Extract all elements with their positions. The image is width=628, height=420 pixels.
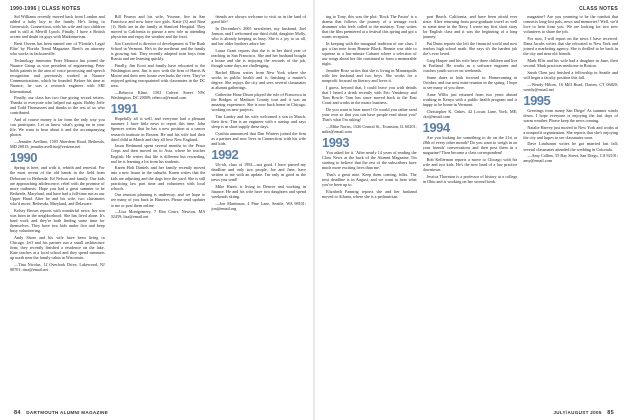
class-note-paragraph: Anne Willis just returned from two years abroad working in Kenya with a public health program and is happy to be home in Vermont.: [422, 91, 518, 107]
footer-right: [553, 410, 618, 416]
class-note-paragraph: magazine? Are you yearning to be the conduit that connects long-lost pals, news and memories? Well, we'd love to hear from you. We are looking for two new volunteers to share the job.: [523, 14, 618, 35]
class-note-paragraph: ing to Tony, this was the plot: 'Rock The Pastor' is a drama that follows the journey of a teenage rock drummer who feels called to the ministry. Tony writes that the film premiered at a festival this spring and got a warm reception.: [322, 14, 417, 40]
class-note-paragraph: Cynthia announced that Dan Winters joined the firm as a partner and now lives in Connecticut with his wife and kids.: [211, 130, 306, 146]
class-year-heading: 1993: [322, 135, 349, 151]
class-note-paragraph: —Amy Collins, 55 Bay Street, San Diego, CA 92101; amy@email.com: [523, 153, 618, 164]
right-page: [314, 0, 628, 420]
class-note-paragraph: Sarah Chen just finished a fellowship in Seattle and will begin a faculty position this fall.: [523, 69, 618, 80]
left-columns: [10, 14, 306, 406]
page-number-right: 85: [607, 410, 614, 416]
class-note-paragraph: Tim Landry and his wife welcomed a son in March, their first. Tim is an engineer with a startup and says sleep is in short supply these days.: [211, 113, 306, 129]
page-number-left: 84: [14, 410, 21, 416]
column-5: [423, 14, 518, 406]
class-note-paragraph: Uh-oh, class of 1992—not good. I have passed my deadline and only two people, Joe and Jane, have written to me with an update. I'm only as good as the news you send!: [211, 161, 306, 183]
class-note-paragraph: —Lisa Montgomery, 7 Elm Court, Newton, MA 02459; lisa@email.net: [110, 209, 206, 220]
class-year-heading: 1990: [10, 150, 37, 166]
publication-name: DARTMOUTH ALUMNI MAGAZINE: [26, 410, 109, 415]
issue-date: JULY/AUGUST 2005: [553, 410, 602, 415]
column-4: [322, 14, 417, 406]
class-year-heading: 1995: [523, 92, 551, 108]
class-note-paragraph: —Wendy Hilton, 18 Mill Road, Darien, CT 06820; wendy@email.net: [523, 81, 618, 92]
class-note-paragraph: Spring is here, and with it, rebirth and renewal. For the most recent of the old hands in the field from Delaware to Bethesda: Ed Nelson and family. Our kids are approaching adolescence, rebel with the promise of more outbursts. Hope you had a great summer to be Bethesda, Maryland, and have had a full-time run as our Upper Hand. After he and his wife, two classmates who'd move, Bethesda, Maryland, and Delaware.: [10, 165, 105, 206]
class-note-paragraph: —Tina Nicolas, 12 Overlook Drive, Lakewood, NJ 08701; tina@email.net: [10, 261, 105, 272]
class-note-paragraph: Finally, Jim Ecott and family have relocated to the Washington area. Jim is now with the firm of Harris & Moore and their new house overlooks the river. They've enjoyed getting reacquainted with classmates in the DC area.: [110, 63, 206, 89]
class-note-paragraph: Natalie Harvey just moved to New York and works at a nonprofit organization. She reports that she's enjoying the city and hopes to see classmates soon.: [523, 124, 618, 140]
class-note-paragraph: Mike Harris is living in Denver and working in finance. He and his wife have two daughters and spend weekends skiing.: [211, 183, 306, 199]
class-note-paragraph: In December's 2005 newsletter, my husband, Joel Janson, and I welcomed our third child, daughter Molly, who is already keeping us busy. She is a joy to us all, and her older brothers adore her.: [211, 25, 306, 47]
class-note-paragraph: Greg Harper and his wife have three children and live in Portland. He works as a software engineer and coaches youth soccer on weekends.: [422, 57, 518, 74]
class-note-paragraph: Hopefully all is well, and everyone had a pleasant summer. I have little news to report this time. John Spencer writes that he has a new position at a cancer research institute in Boston. He and his wife had their third child in March and they all love New England.: [110, 116, 206, 142]
class-note-paragraph: Our reunion planning is underway, and we hope to see many of you back in Hanover. Please send updates to me or post them online.: [110, 192, 206, 208]
class-note-paragraph: Pat Dunn reports she left the financial world and now teaches high school math. She says it's the hardest job she's ever loved.: [422, 41, 518, 57]
running-head-left: 1990-1996 | CLASS NOTES: [10, 6, 81, 12]
column-2: [111, 14, 206, 406]
right-columns: [322, 14, 618, 406]
class-note-paragraph: Jennifer Rose writes that she is living in Minneapolis with her husband and two boys. She works for a nonprofit focused on literacy and loves it.: [322, 68, 417, 84]
class-note-paragraph: For now, I will report on the news I have received. Dana Jacobs writes that she relocated to New York and joined a marketing agency. She is thrilled to be back in the city and near old friends.: [523, 35, 618, 57]
class-note-paragraph: Kelsey Brown reports with wonderful news: her son was born in the neighborhood. She has lived alone. It's hard work and they're both finding some time for themselves. They have two kids under five and keep busy volunteering.: [10, 207, 105, 234]
footer-left: [10, 410, 108, 416]
class-note-paragraph: Sid Williams recently moved back from London and added a baby boy to the family. He's living in Greenwich, Connecticut, with his wife and two children and is still at Merrill Lynch. Finally, I have a British accent and doubt its guys with Madonna-ism.: [10, 14, 105, 40]
class-note-paragraph: —Mike Norris, 1526 Central St., Evanston, IL 60201; mike@email.com: [322, 123, 417, 134]
class-note-paragraph: —Jennifer Avellino, 1505 Aberdeen Road, Bethesda, MD 20815; jennifer.avellino@verizon.net: [10, 139, 105, 150]
class-note-paragraph: Catherine Hone Dixon played the role of Francesca in the Bridges of Madison County tour and it was an amazing experience. She is now back home in Chicago, working on new projects.: [211, 91, 306, 112]
column-1: [10, 14, 105, 406]
class-note-paragraph: That's a great note. Keep them coming, folks. The next deadline is in August, and we want to hear what you've been up to.: [322, 172, 417, 188]
class-note-paragraph: Brett Owens has been named one of 'Florida's Legal Elite' by Florida Trend Magazine. Brett's an attorney who works in Jacksonville.: [10, 41, 105, 57]
class-note-paragraph: You asked for it. 'After nearly 14 years of reading the Class News at the back of the Alumni Magazine, I'm starting to believe that the rest of the subscribers have much more exciting lives than me.': [322, 150, 417, 171]
class-year-heading: 1991: [110, 101, 138, 117]
class-note-paragraph: And of course money is far from the only way you can participate. Let us know what's going on in your life. We want to hear about it and the accompanying photos.: [10, 117, 105, 138]
class-note-paragraph: Andy Shore and his wife have been living in Chicago. Jeff and his partner run a small architecture firm; they recently finished a residence on the lake. Kate teaches at a local school and they spend summers up north near the family cabin in Wisconsin.: [10, 234, 105, 261]
class-note-paragraph: In keeping with the inaugural tradition of our class, I got a fan note from Bonnie Black. Bonnie was able to squeeze in a last-minute Cabaret where a selection of our songs about her life continued to form a memorable night.: [322, 41, 417, 67]
class-note-paragraph: Greetings from sunny San Diego! As summer winds down, I hope everyone is enjoying the last days of warm weather. Please keep the news coming.: [523, 107, 618, 123]
class-note-paragraph: Rachel Elkins writes from New York where she works in public health and is finishing a master's degree. She enjoys the city and sees several classmates at alumni gatherings.: [211, 69, 306, 90]
class-note-paragraph: Rob Kellerman reports a move to Chicago with his wife and two kids. He's the new head of a law practice downtown.: [422, 156, 518, 172]
class-note-paragraph: Christopher K. Oakes, 42 Locust Lane, York, ME; cko@email.com: [422, 108, 518, 119]
class-year-heading: 1992: [211, 146, 239, 162]
class-note-paragraph: Jason Redmond spent several months in the Peace Corps and then moved on to Asia, where he teaches English. He writes that life is different but rewarding, and he is learning a lot from his students.: [110, 143, 206, 164]
class-note-paragraph: Elizabeth Fanning reports she and her husband moved to Atlanta, where she is a pediatrician.: [322, 188, 417, 199]
class-note-paragraph: Mark Ellis and his wife had a daughter in June, their second. Mark practices medicine in Boston.: [523, 57, 618, 69]
class-note-paragraph: I guess, beyond that, I could leave you with details that I heard a drink recently with Eric Vandenoy and Tom Bowle. Tom has since moved back to the East Coast and works in the music business.: [322, 85, 417, 106]
class-note-paragraph: Are you looking for something to do on the 21st or 28th of every other month? Do you want to weigh in on your friends' conversations and then post them in a magazine? Then become a class correspondent!: [422, 134, 518, 156]
class-note-paragraph: Dave Lindstrom writes he got married last fall; several classmates attended the wedding in Colorado.: [523, 141, 618, 152]
column-6: [523, 14, 618, 406]
class-note-paragraph: Do you want to hear more? Or would you rather send your own so that you can have people read about you? That's what I'm asking!: [322, 106, 417, 123]
class-note-paragraph: Jessica Thornton is a professor of history at a college in Ohio and is working on her second book.: [422, 173, 518, 184]
class-note-paragraph: Laura Grant reports that she is in her third year of teaching in San Francisco. She and her husband bought a house and she is enjoying the rewards of the job, though some days are challenging.: [211, 47, 306, 69]
class-note-paragraph: Karen Holt Daniels and her family recently moved into a new house in the suburbs. Karen writes that the kids are adjusting and the dogs love the yard. She is still practicing law part time and volunteers with local schools.: [110, 165, 206, 191]
class-note-paragraph: Technology innovator Peter Monaco has joined the Nuance Group as vice president of engineering. Peter holds patents in the area of voice processing and speech recognition and previously worked at Nuance Communications, which he founded. Before his time at Nuance, he was a research engineer with SRI International.: [10, 57, 105, 94]
running-head-right: CLASS NOTES: [579, 6, 618, 12]
class-note-paragraph: Some dates to look forward to: Homecoming in October, and our next mini-reunion in the spring. I hope to see many of you there.: [422, 74, 518, 90]
class-note-paragraph: port Beach, California, and have been afraid ever since. After returning from post-graduate travel as well as some time in the Navy, I wrote my first short story for English class and it was the beginning of a long journey.: [422, 14, 518, 40]
class-year-heading: 1994: [422, 119, 450, 135]
class-note-paragraph: —Rebecca Kline, 1502 Calvert Street NW, Washington, DC 20009; rebecca@email.com: [110, 90, 206, 101]
class-note-paragraph: Bill Fearon and his wife, Yvonne, live in San Francisco and now have two girls, Katie (3) and Nina (1). Both are in the family at Stanford Hospital. They moved to California to pursue a new role as attending physician and enjoy the weather and the food.: [110, 14, 206, 40]
column-3: [211, 14, 306, 406]
class-note-paragraph: friends are always welcome to visit us in the land of good life!: [211, 14, 306, 25]
class-note-paragraph: Finally, our class has two fine giving record setters. Thanks to everyone who helped out again. Bobby Jeffe and Todd Thomassen and thanks to the rest of us who contributed.: [10, 95, 105, 116]
class-note-paragraph: Jim Crawford is director of development at The Rush School in Vermont. He's in the northeast and the family is growing fast. They recently adopted twin boys from Russia and are learning quickly.: [110, 41, 206, 62]
class-note-paragraph: —Jon Martinson, 4 Pine Lane, Seattle, WA 98101; jon@email.org: [211, 200, 306, 211]
